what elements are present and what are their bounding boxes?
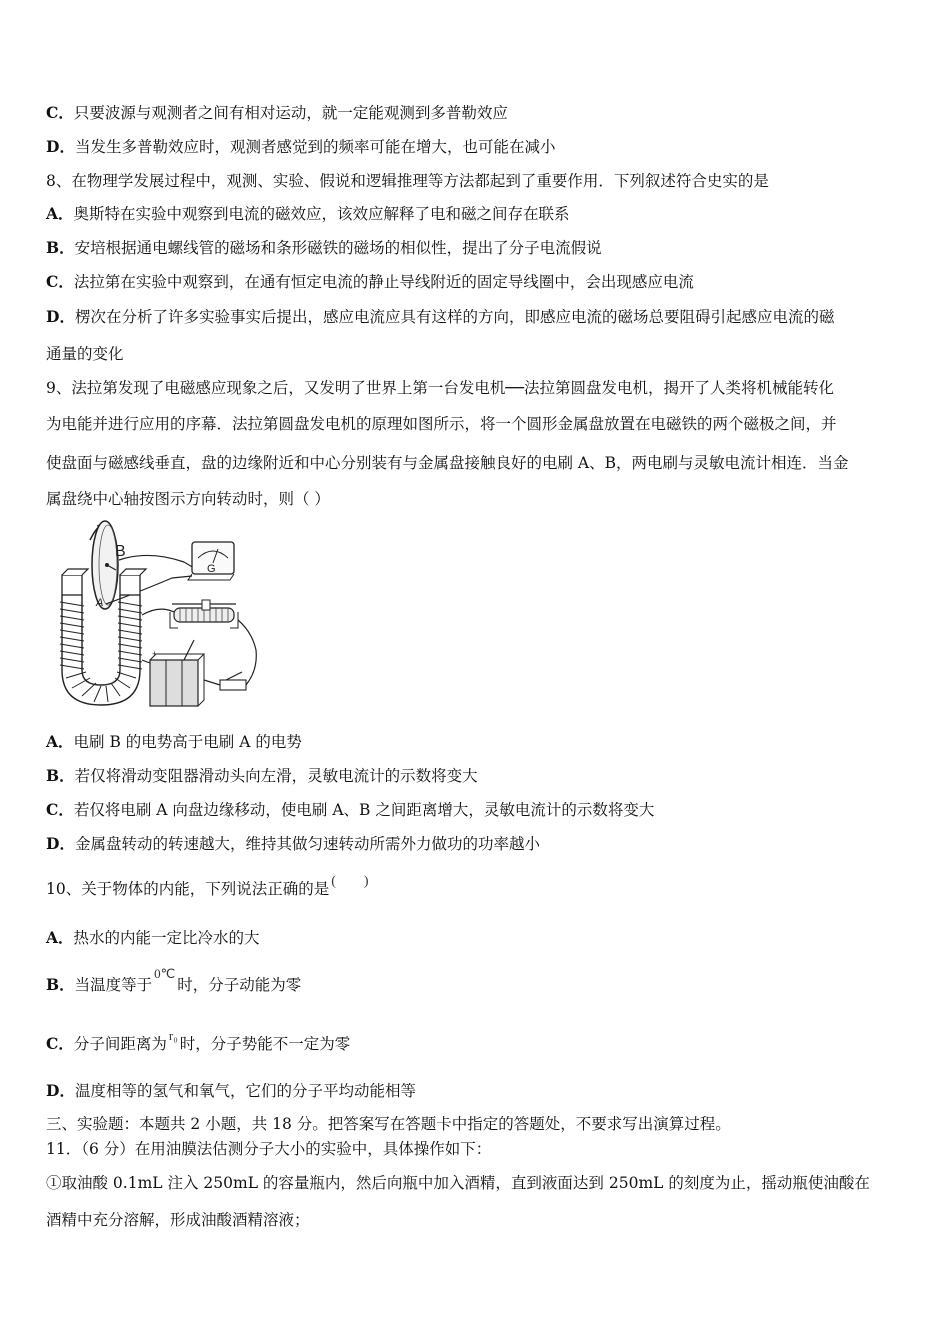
q9-option-a: A．电刷 B 的电势高于电刷 A 的电势 <box>46 732 302 751</box>
q8-option-d: D．楞次在分析了许多实验事实后提出，感应电流应具有这样的方向，即感应电流的磁场总要阻碍引起感应电流的磁 <box>46 307 835 326</box>
brush-a-label: A <box>96 597 104 609</box>
brush-b-label: B <box>115 543 126 560</box>
q8-option-a: A．奥斯特在实验中观察到电流的磁效应，该效应解释了电和磁之间存在联系 <box>46 204 570 223</box>
q11-step-1: ①取油酸 0.1mL 注入 250mL 的容量瓶内，然后向瓶中加入酒精，直到液面达到 250mL 的刻度为止，摇动瓶使油酸在 <box>46 1174 870 1192</box>
q7-option-c: C．只要波源与观测者之间有相对运动，就一定能观测到多普勒效应 <box>46 103 508 122</box>
zero-celsius-symbol: 0℃ <box>154 966 176 981</box>
q10-option-c: C．分子间距离为 $^{r_0}$ 时，分子势能不一定为零 <box>46 1028 351 1053</box>
q9-option-c: C．若仅将电刷 A 向盘边缘移动，使电刷 A、B 之间距离增大，灵敏电流计的示数将变大 <box>46 800 655 819</box>
svg-text:+: + <box>152 649 158 659</box>
q8-option-b: B．安培根据通电螺线管的磁场和条形磁铁的磁场的相似性，提出了分子电流假说 <box>46 238 602 257</box>
q9-stem-2: 为电能并进行应用的序幕．法拉第圆盘发电机的原理如图所示，将一个圆形金属盘放置在电磁铁的两个磁极之间，并 <box>46 415 837 433</box>
q9-option-b: B．若仅将滑动变阻器滑动头向左滑，灵敏电流计的示数将变大 <box>46 766 478 785</box>
q8-stem: 8、在物理学发展过程中，观测、实验、假说和逻辑推理等方法都起到了重要作用．下列叙述符合史实的是 <box>46 172 769 190</box>
q9-stem-3: 使盘面与磁感线垂直，盘的边缘附近和中心分别装有与金属盘接触良好的电刷 A、B，两电刷与灵敏电流计相连．当金 <box>46 454 849 472</box>
q10-option-d: D．温度相等的氢气和氧气，它们的分子平均动能相等 <box>46 1081 416 1100</box>
faraday-disc-figure <box>44 520 274 720</box>
q10-stem: 10、关于物体的内能，下列说法正确的是 ( ) <box>46 874 369 898</box>
galvanometer-label: G <box>207 563 216 575</box>
q9-stem-1: 9、法拉第发现了电磁感应现象之后，又发明了世界上第一台发电机──法拉第圆盘发电机，揭开了人类将机械能转化 <box>46 379 835 397</box>
q10-option-a: A．热水的内能一定比冷水的大 <box>46 928 260 947</box>
answer-paren: ( ) <box>331 874 369 889</box>
q9-stem-4: 属盘绕中心轴按图示方向转动时，则（ ） <box>46 490 330 508</box>
q7-option-d: D．当发生多普勒效应时，观测者感觉到的频率可能在增大，也可能在减小 <box>46 137 556 156</box>
r0-symbol: r₀ <box>168 1028 178 1043</box>
q11-step-1-cont: 酒精中充分溶解，形成油酸酒精溶液； <box>46 1211 310 1229</box>
switch <box>220 680 246 690</box>
q9-option-d: D．金属盘转动的转速越大，维持其做匀速转动所需外力做功的功率越小 <box>46 834 540 853</box>
battery <box>150 660 198 706</box>
q10-option-b: B．当温度等于$^{0℃}$时，分子动能为零 <box>46 966 302 994</box>
q8-option-c: C．法拉第在实验中观察到，在通有恒定电流的静止导线附近的固定导线圈中，会出现感应电流 <box>46 272 694 291</box>
q11-stem: 11．（6 分）在用油膜法估测分子大小的实验中，具体操作如下： <box>46 1140 492 1158</box>
section-3-heading: 三、实验题：本题共 2 小题，共 18 分。把答案写在答题卡中指定的答题处，不要求写出演算过程。 <box>46 1115 731 1133</box>
q8-option-d-cont: 通量的变化 <box>46 345 124 363</box>
